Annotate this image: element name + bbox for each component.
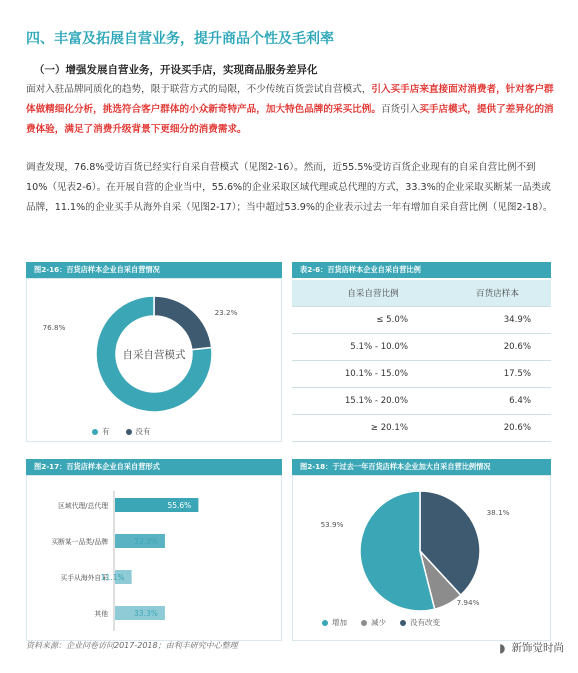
fig-2-16-header: 图2-16：百货店样本企业自采自营情况 [26, 262, 282, 278]
data-label-yes: 76.8% [42, 323, 66, 332]
legend-label-no: 没有 [135, 427, 151, 436]
table-cell-value: 17.5% [503, 369, 531, 379]
fig-2-18-header: 图2-18：于过去一年百货店样本企业加大自采自营比例情况 [292, 459, 551, 475]
table-cell-range: 10.1% - 15.0% [344, 369, 408, 379]
bar-category-label: 区域代理/总代理 [58, 502, 108, 510]
paragraph-1-highlight-b: 买手店模式，提供了差异化的消费体验，满足了消费升级背景下更细分的消费需求。 [26, 104, 554, 135]
data-label-no: 23.2% [214, 308, 238, 317]
table-col-header-ratio: 自采自营比例 [347, 289, 399, 299]
brand-name: 新饰觉时尚 [511, 642, 564, 654]
donut-slice-1 [154, 296, 212, 350]
table-row [292, 307, 551, 334]
data-label-increase: 53.9% [320, 520, 344, 529]
table-2-6 [292, 280, 551, 442]
legend-swatch-increase [322, 620, 328, 626]
wechat-icon: ◗ [499, 640, 506, 655]
paragraph-2: 调查发现，76.8%受访百货已经实行自采自营模式（见图2-16）。然而，近55.5%受访百货企业现有的自采自营比例不到10%（见表2-6）。在开展自营的企业当中，55.6%的企业采取区域代理或总代理的方式，33.3%的企业采取买断某一品类或品牌，11.1%的企业买手从海外自采（见图2-17）；当中超过53.9%的企业表示过去一年有增加自采自营比例（见图2-18）。 [26, 162, 553, 213]
legend-swatch-no [126, 429, 132, 435]
table-row [292, 361, 551, 388]
table-row [292, 388, 551, 415]
table-cell-range: 15.1% - 20.0% [344, 396, 408, 406]
bar-category-label: 买手从海外自采 [60, 574, 108, 582]
legend-label-yes: 有 [102, 427, 110, 436]
fig-2-16-donut-chart [26, 278, 282, 442]
legend-label-nochange: 没有改变 [410, 618, 440, 627]
fig-2-18-legend [322, 617, 440, 628]
table-header-row [292, 280, 551, 307]
table-2-6-header: 表2-6：百货店样本企业自采自营比例 [292, 262, 551, 278]
paragraph-1-text-a: 面对入驻品牌同质化的趋势，限于联营方式的局限，不少传统百货尝试自营模式， [26, 84, 372, 95]
page-title: 四、丰富及拓展自营业务，提升商品个性及毛利率 [26, 31, 334, 47]
table-cell-range: ≥ 20.1% [370, 423, 408, 433]
table-row [292, 334, 551, 361]
paragraph-1-text-b: 百货引入 [380, 104, 420, 115]
paragraph-1-highlight-a: 引入买手店来直接面对消费者，针对客户群体做精细化分析，挑选符合客户群体的小众新奇特产品，加大特色品牌的采买比例。 [26, 84, 554, 115]
fig-2-17-bar-chart [26, 475, 282, 641]
table-cell-value: 6.4% [509, 396, 531, 406]
donut-center-label: 自采自营模式 [122, 349, 186, 361]
legend-label-decrease: 减少 [371, 618, 386, 627]
bar-value-label: 33.3% [134, 537, 158, 546]
table-cell-range: ≤ 5.0% [376, 315, 408, 325]
brand-watermark [499, 640, 564, 655]
fig-2-16-legend [92, 426, 151, 437]
bar-category-label: 其他 [94, 610, 108, 618]
source-note: 资料来源：企业问卷访问2017-2018；由利丰研究中心整理 [26, 641, 238, 650]
table-cell-value: 34.9% [503, 315, 531, 325]
bar-category-label: 买断某一品类/品牌 [51, 538, 108, 546]
paragraph-1 [26, 80, 554, 140]
table-col-header-sample: 百货店样本 [476, 289, 519, 299]
legend-swatch-nochange [400, 620, 406, 626]
bar-value-label: 33.3% [134, 609, 158, 618]
legend-label-increase: 增加 [332, 618, 347, 627]
table-cell-value: 20.6% [503, 423, 531, 433]
data-label-nochange: 38.1% [486, 508, 510, 517]
bar-value-label: 11.1% [100, 573, 125, 582]
legend-swatch-decrease [361, 620, 367, 626]
table-cell-value: 20.6% [503, 342, 531, 352]
section-title: （一）增强发展自营业务，开设买手店，实现商品服务差异化 [34, 64, 318, 76]
data-label-decrease: 7.94% [456, 598, 480, 607]
bar-value-label: 55.6% [167, 501, 192, 510]
legend-swatch-yes [92, 429, 98, 435]
table-row [292, 415, 551, 442]
table-cell-range: 5.1% - 10.0% [350, 342, 408, 352]
fig-2-17-header: 图2-17：百货店样本企业自采自营形式 [26, 459, 282, 475]
